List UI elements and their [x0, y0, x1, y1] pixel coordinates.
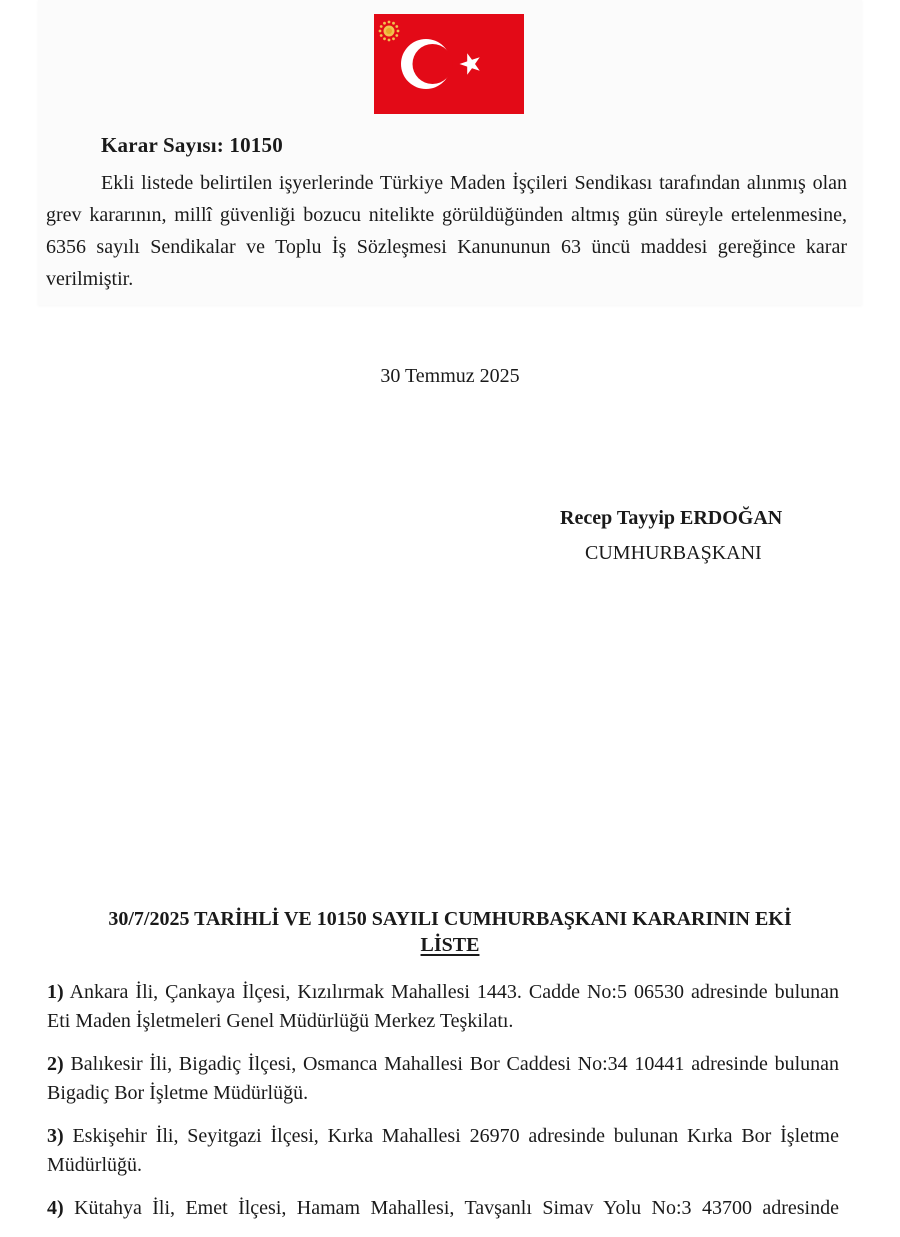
signer-name: Recep Tayyip ERDOĞAN [560, 507, 783, 529]
decision-number: Karar Sayısı: 10150 [101, 133, 283, 157]
list-item-text: Eskişehir İli, Seyitgazi İlçesi, Kırka Mahallesi 26970 adresinde bulunan Kırka Bor İşletme Müdürlüğü. [47, 1125, 839, 1176]
annex-title-line2: LİSTE [420, 934, 480, 956]
list-item-number: 4) [47, 1197, 64, 1219]
list-item-number: 2) [47, 1053, 64, 1075]
signer-title: CUMHURBAŞKANI [585, 542, 762, 564]
list-item-text: Ankara İli, Çankaya İlçesi, Kızılırmak Mahallesi 1443. Cadde No:5 06530 adresinde bulunan Eti Maden İşletmeleri Genel Müdürlüğü Merkez Teşkilatı. [47, 981, 839, 1032]
decision-date: 30 Temmuz 2025 [380, 365, 520, 387]
list-item-text: Kütahya İli, Emet İlçesi, Hamam Mahallesi, Tavşanlı Simav Yolu No:3 43700 adresinde [74, 1197, 839, 1219]
list-item [47, 1050, 839, 1108]
list-item [47, 1194, 839, 1223]
list-item-number: 1) [47, 981, 64, 1003]
annex-title-line1: 30/7/2025 TARİHLİ VE 10150 SAYILI CUMHURBAŞKANI KARARININ EKİ [108, 908, 792, 930]
list-item-number: 3) [47, 1125, 64, 1147]
annex-title [0, 906, 900, 958]
flag-icon [374, 14, 524, 114]
crescent-inner [413, 44, 453, 84]
annex-list [47, 978, 839, 1237]
list-item [47, 978, 839, 1036]
decision-text: Ekli listede belirtilen işyerlerinde Türkiye Maden İşçileri Sendikası tarafından alınmış olan grev kararının, millî güvenliği bozucu nitelikte görüldüğünden altmış gün süreyle ertelenmesine, 6356 sayılı Sendikalar ve Toplu İş Sözleşmesi Kanununun 63 üncü maddesi gereğince karar verilmiştir. [46, 172, 847, 290]
turkish-flag-emblem [374, 14, 524, 114]
list-item-text: Balıkesir İli, Bigadiç İlçesi, Osmanca Mahallesi Bor Caddesi No:34 10441 adresinde bulunan Bigadiç Bor İşletme Müdürlüğü. [47, 1053, 840, 1104]
list-item [47, 1122, 839, 1180]
